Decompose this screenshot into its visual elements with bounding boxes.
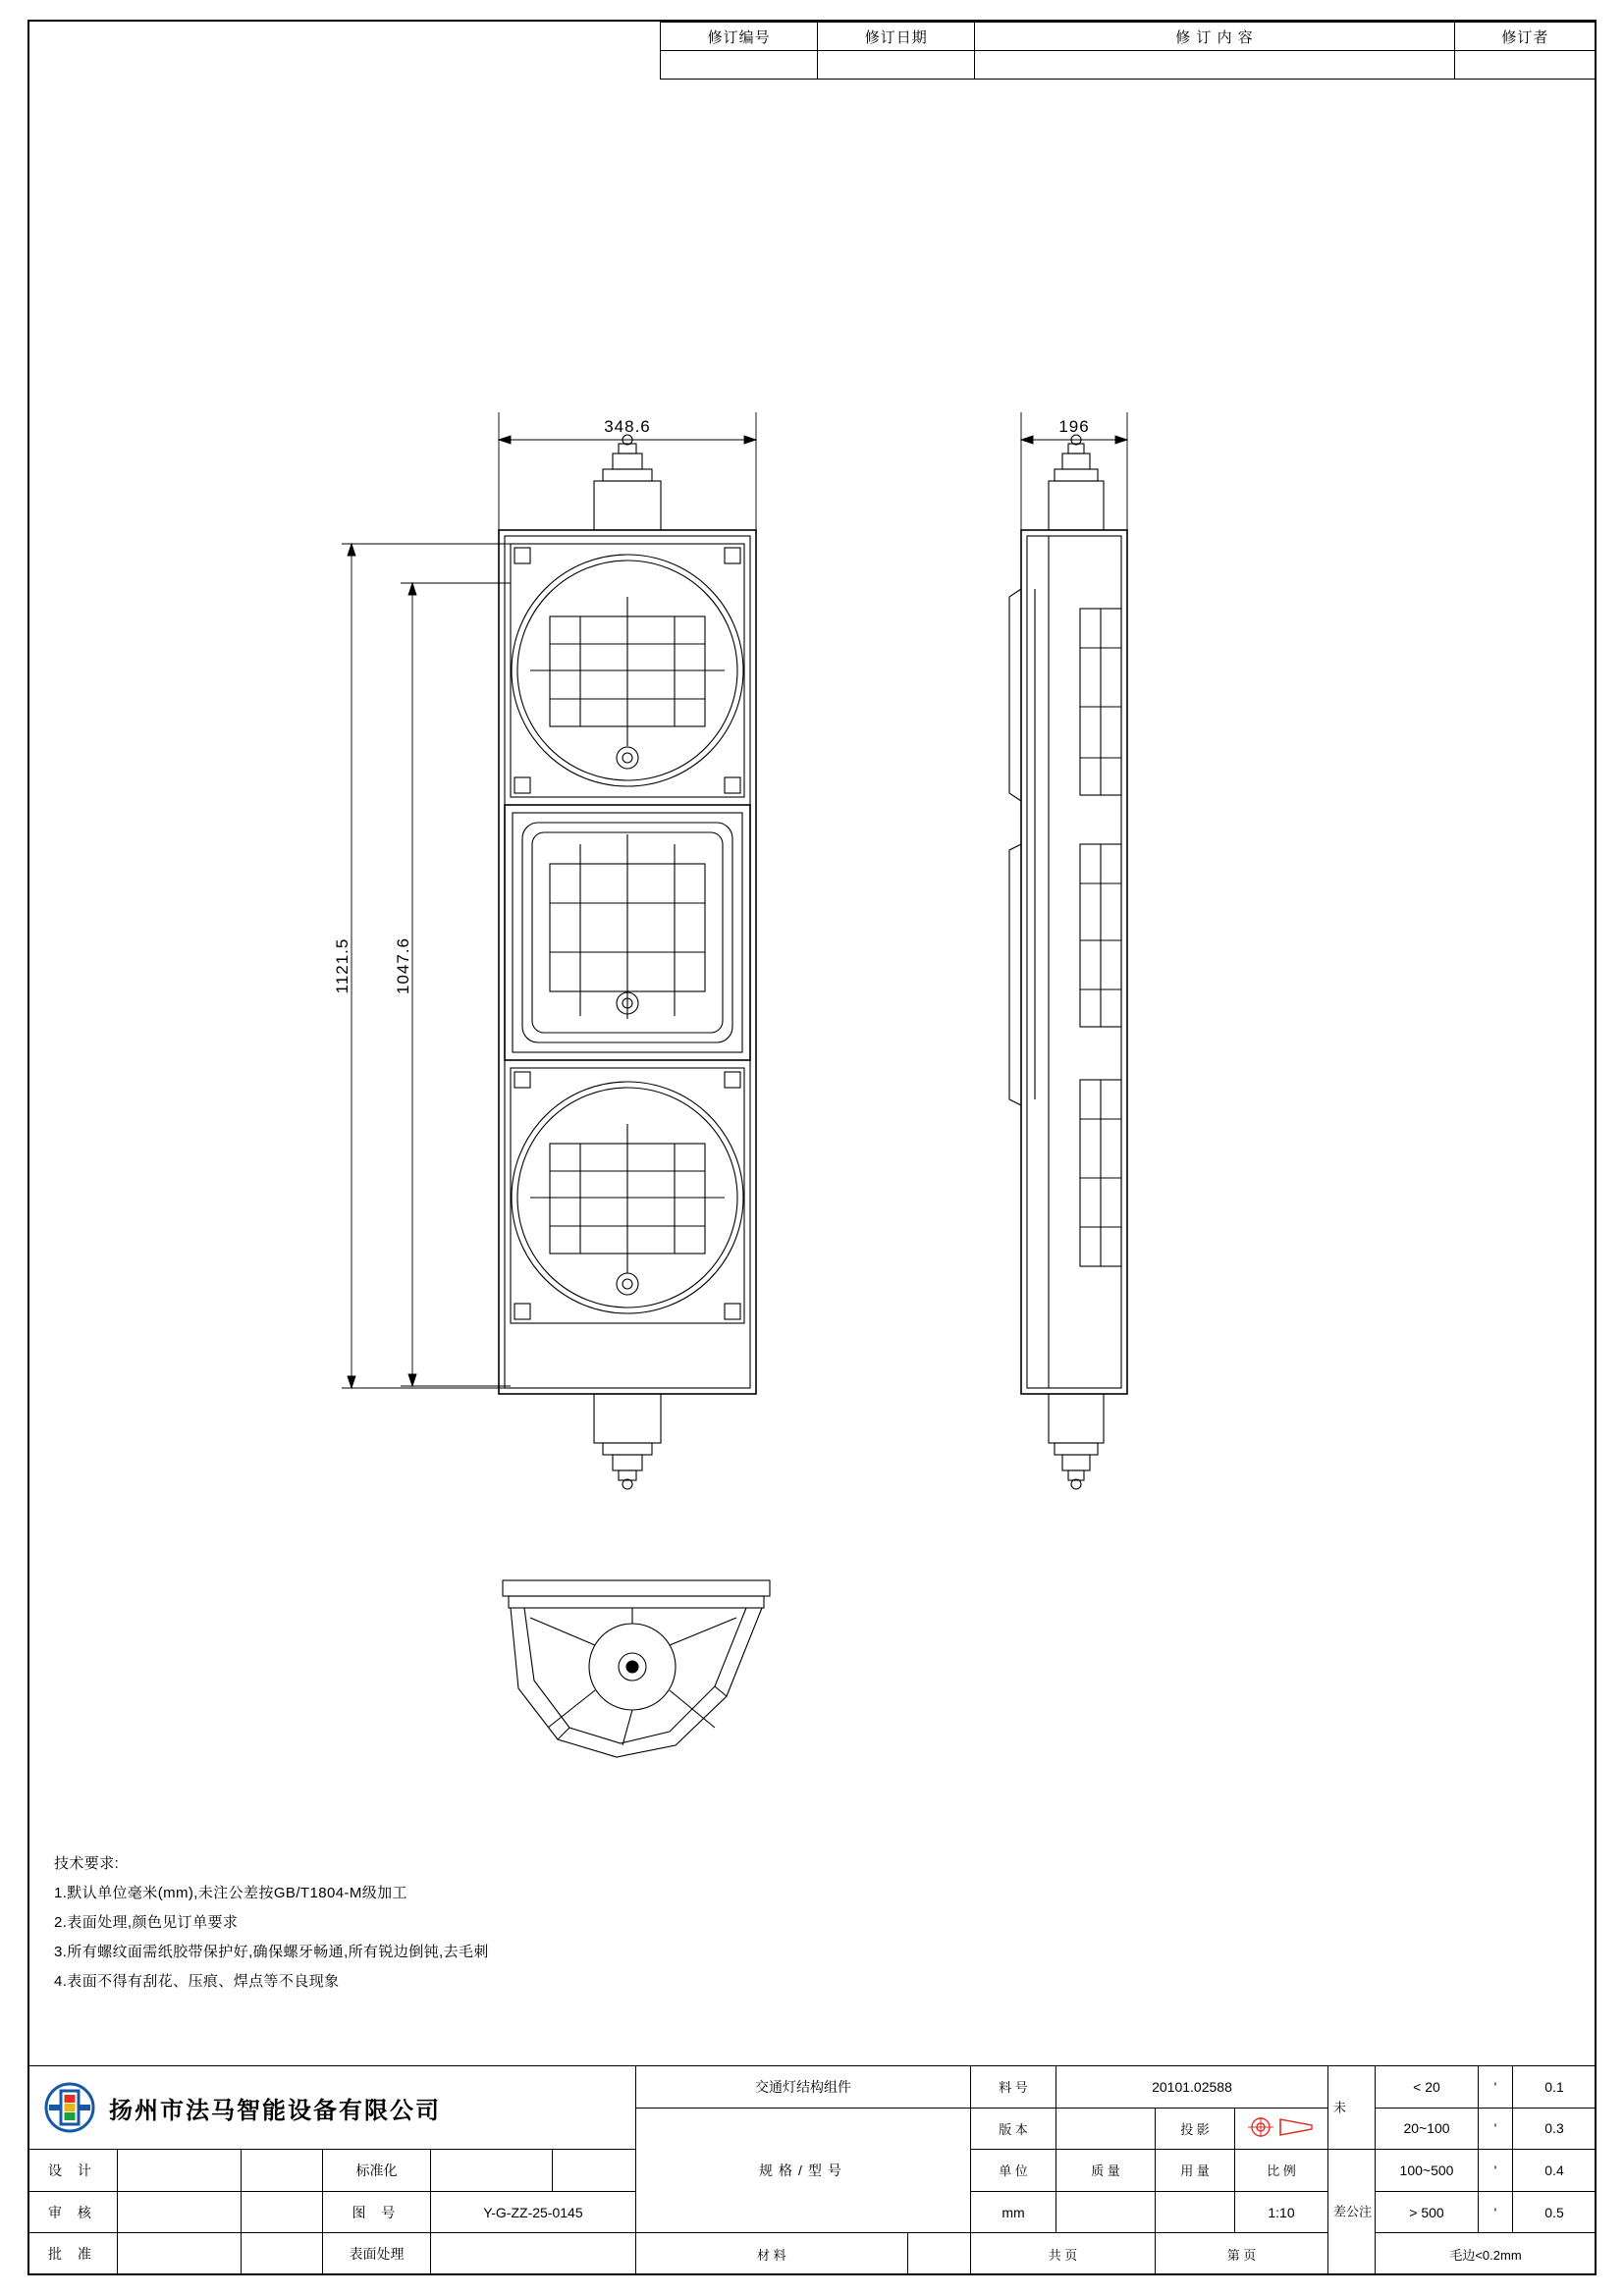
note-item-4: 4.表面不得有刮花、压痕、焊点等不良现象 — [54, 1973, 340, 1990]
projection-symbol-icon — [1245, 2116, 1318, 2138]
label-design: 设 计 — [28, 2150, 118, 2192]
dim-front-width: 348.6 — [604, 417, 651, 436]
note-item-1: 1.默认单位毫米(mm),未注公差按GB/T1804-M级加工 — [54, 1885, 407, 1901]
tolerance-value-3: 0.4 — [1513, 2150, 1597, 2192]
value-unit: mm — [971, 2191, 1056, 2233]
spec-model-cell — [636, 2108, 971, 2233]
label-approve: 批 准 — [28, 2233, 118, 2275]
technical-drawing — [27, 59, 1597, 1855]
tolerance-range-3: 100~500 — [1376, 2150, 1479, 2192]
notes-heading: 技术要求: — [54, 1855, 120, 1872]
tolerance-sign-1: ' — [1479, 2066, 1513, 2109]
part-name-cell: 交通灯结构组件 — [636, 2066, 971, 2109]
front-view — [499, 435, 756, 1489]
label-unit: 单 位 — [971, 2150, 1056, 2192]
burr-note: 毛边<0.2mm — [1376, 2233, 1597, 2275]
label-drawing-no: 图 号 — [323, 2191, 431, 2233]
company-cell — [28, 2066, 636, 2150]
label-surface-treat: 表面处理 — [323, 2233, 431, 2275]
label-scale: 比 例 — [1235, 2150, 1328, 2192]
label-version: 版 本 — [971, 2108, 1056, 2150]
approve-date-cell — [242, 2233, 323, 2275]
dim-body-height: 1047.6 — [394, 937, 412, 994]
tolerance-range-1: < 20 — [1376, 2066, 1479, 2109]
standardize-date-cell — [553, 2150, 636, 2192]
note-item-3: 3.所有螺纹面需纸胶带保护好,确保螺牙畅通,所有锐边倒钝,去毛刺 — [54, 1944, 489, 1960]
dim-overall-height: 1121.5 — [333, 937, 352, 994]
dim-side-width: 196 — [1058, 417, 1090, 436]
design-date-cell — [242, 2150, 323, 2192]
value-standardize — [430, 2150, 552, 2192]
value-mass — [1056, 2191, 1156, 2233]
value-design — [117, 2150, 242, 2192]
label-projection: 投 影 — [1156, 2108, 1235, 2150]
technical-requirements — [54, 1849, 489, 1997]
tolerance-range-2: 20~100 — [1376, 2108, 1479, 2150]
value-material-no: 20101.02588 — [1056, 2066, 1328, 2109]
revision-header-row — [661, 23, 1597, 51]
label-mass: 质 量 — [1056, 2150, 1156, 2192]
check-date-cell — [242, 2191, 323, 2233]
tolerance-sign-4: ' — [1479, 2191, 1513, 2233]
value-quantity — [1156, 2191, 1235, 2233]
untitled-tolerance-label-2: 注 公 差 — [1328, 2150, 1376, 2275]
tolerance-sign-2: ' — [1479, 2108, 1513, 2150]
tolerance-range-4: > 500 — [1376, 2191, 1479, 2233]
revision-header-author: 修订者 — [1454, 23, 1596, 51]
company-name: 扬州市法马智能设备有限公司 — [109, 2097, 441, 2124]
bottom-view — [503, 1580, 770, 1757]
label-check: 审 核 — [28, 2191, 118, 2233]
tolerance-value-4: 0.5 — [1513, 2191, 1597, 2233]
revision-header-content: 修 订 内 容 — [975, 23, 1454, 51]
projection-symbol-cell — [1235, 2108, 1328, 2150]
front-lamp-top — [511, 544, 744, 797]
value-approve — [117, 2233, 242, 2275]
drawing-area — [27, 59, 1597, 1855]
tolerance-value-1: 0.1 — [1513, 2066, 1597, 2109]
untitled-tolerance-label-1: 未 — [1328, 2066, 1376, 2150]
company-logo-icon — [44, 2082, 95, 2133]
tolerance-sign-3: ' — [1479, 2150, 1513, 2192]
side-view — [1009, 435, 1127, 1489]
revision-header-no: 修订编号 — [661, 23, 818, 51]
front-lamp-middle — [505, 805, 750, 1060]
label-quantity: 用 量 — [1156, 2150, 1235, 2192]
value-scale: 1:10 — [1235, 2191, 1328, 2233]
value-drawing-no: Y-G-ZZ-25-0145 — [430, 2191, 635, 2233]
label-standardize: 标准化 — [323, 2150, 431, 2192]
revision-header-date: 修订日期 — [818, 23, 975, 51]
value-version — [1056, 2108, 1156, 2150]
value-check — [117, 2191, 242, 2233]
front-top-mount — [594, 435, 661, 530]
front-bottom-mount — [594, 1394, 661, 1489]
label-page-no: 第 页 — [1156, 2233, 1328, 2275]
value-material — [907, 2233, 970, 2275]
front-lamp-bottom — [511, 1068, 744, 1323]
label-material: 材 料 — [636, 2233, 908, 2275]
note-item-2: 2.表面处理,颜色见订单要求 — [54, 1914, 239, 1931]
label-total-pages: 共 页 — [971, 2233, 1156, 2275]
title-block — [27, 2065, 1597, 2275]
label-spec-model: 规格/型号 — [759, 2162, 847, 2178]
label-material-no: 料 号 — [971, 2066, 1056, 2109]
value-surface-treat — [430, 2233, 635, 2275]
tolerance-value-2: 0.3 — [1513, 2108, 1597, 2150]
